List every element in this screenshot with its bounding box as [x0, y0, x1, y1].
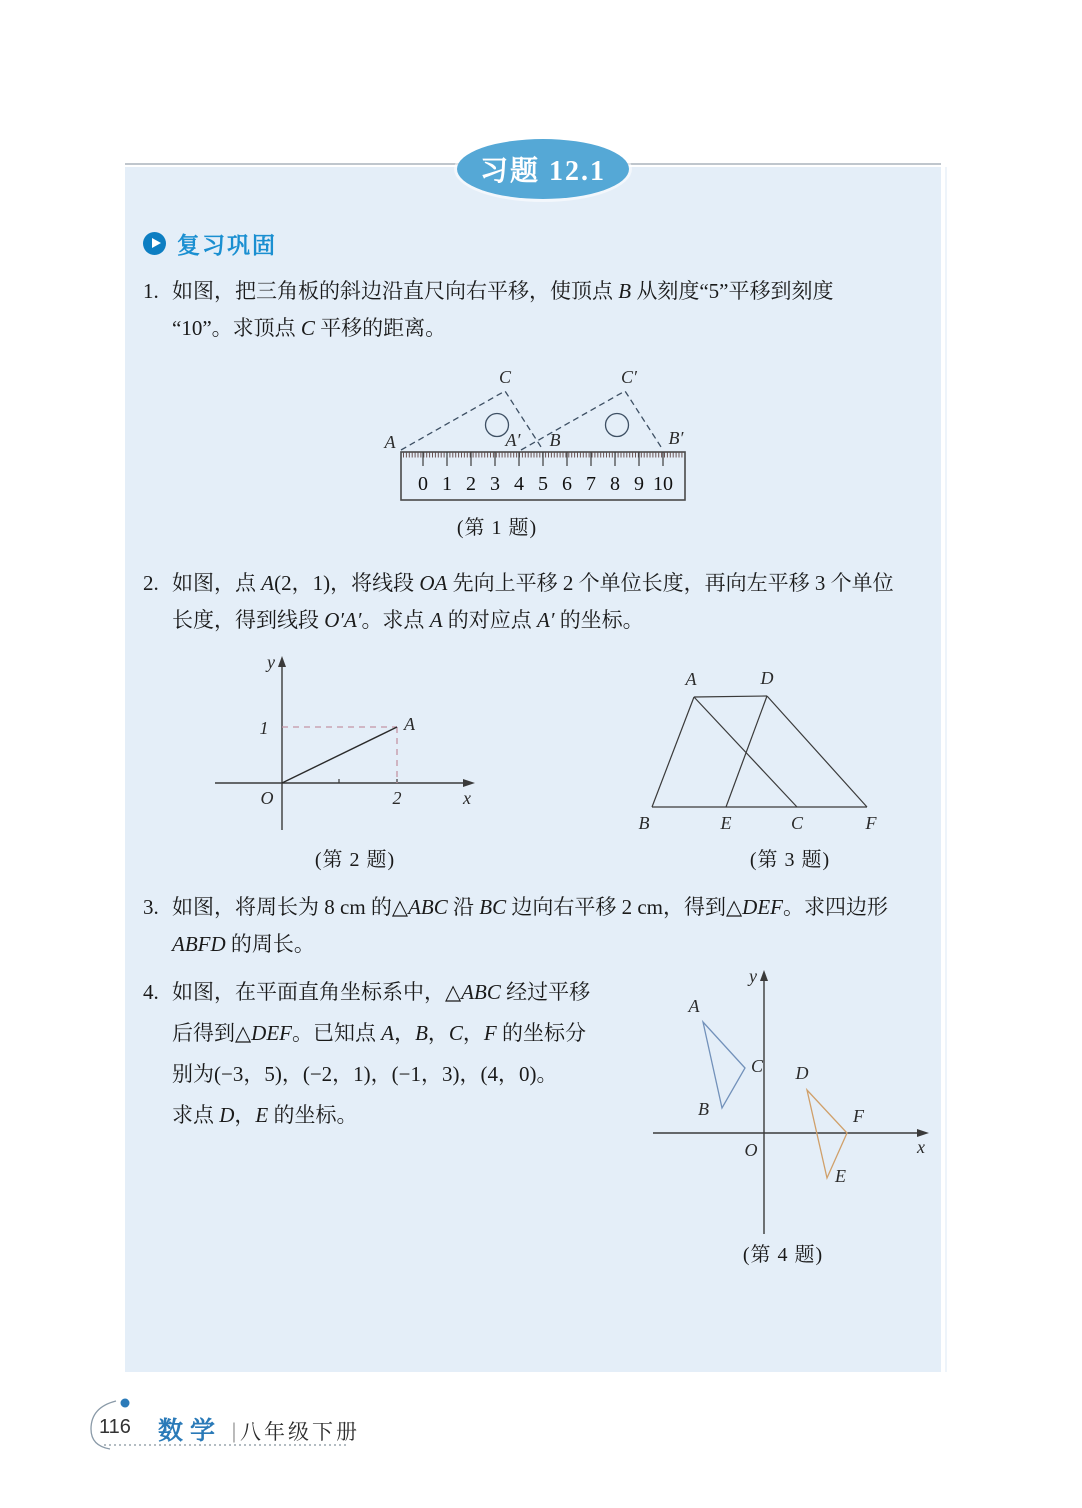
label-C: C [790, 813, 804, 833]
svg-text:2: 2 [466, 473, 476, 495]
label-B-prime: B′ [668, 428, 684, 448]
problem-4-line-3: 别为(−3，5)，(−2，1)，(−1，3)，(4，0)。 [172, 1062, 558, 1086]
label-x-axis: x [463, 788, 471, 808]
label-E: E [720, 813, 732, 833]
triangle-DEF [807, 1090, 847, 1178]
label-A: A [384, 432, 396, 452]
label-E: E [835, 1166, 846, 1186]
y-axis-arrow [278, 656, 286, 667]
footer-dot [121, 1399, 130, 1408]
label-C-prime: C′ [621, 368, 637, 387]
set-square-original [401, 391, 543, 450]
svg-text:8: 8 [610, 473, 620, 495]
svg-text:4: 4 [514, 473, 524, 495]
figure-problem-2 [205, 652, 505, 852]
problem-1-line-1: 如图，把三角板的斜边沿直尺向右平移，使顶点 B 从刻度“5”平移到刻度 [172, 279, 834, 303]
svg-text:5: 5 [538, 473, 548, 495]
svg-text:9: 9 [634, 473, 644, 495]
label-C: C [498, 368, 512, 387]
svg-text:3: 3 [490, 473, 500, 495]
figure-3-caption: (第 3 题) [749, 849, 831, 871]
problem-4-line-1: 如图，在平面直角坐标系中，△ABC 经过平移 [172, 980, 591, 1004]
svg-text:6: 6 [562, 473, 572, 495]
footer-edition: 八年级下册 [240, 1420, 360, 1444]
play-circle-icon [143, 232, 166, 255]
exercise-title: 习题 12.1 [479, 156, 606, 187]
y-axis-arrow [760, 970, 768, 981]
figure-1-caption: (第 1 题) [456, 517, 538, 539]
problem-4 [143, 972, 590, 1136]
label-D: D [760, 668, 774, 688]
x-axis-arrow [463, 779, 475, 787]
problem-2-line-2: 长度，得到线段 O′A′。求点 A 的对应点 A′ 的坐标。 [172, 608, 644, 632]
problem-3-line-2: ABFD 的周长。 [172, 932, 315, 956]
problem-3-number: 3. [143, 895, 159, 919]
problem-4-line-2: 后得到△DEF。已知点 A，B，C，F 的坐标分 [172, 1021, 586, 1045]
problem-3 [143, 889, 888, 963]
segment-OA [282, 727, 397, 783]
footer-divider: ｜ [224, 1423, 244, 1445]
problem-3-line-1: 如图，将周长为 8 cm 的△ABC 沿 BC 边向右平移 2 cm，得到△DEF。求四边形 [172, 895, 888, 919]
label-B: B [698, 1099, 709, 1119]
section-header [143, 227, 277, 260]
label-point-A: A [404, 714, 415, 734]
problem-4-line-4: 求点 D，E 的坐标。 [172, 1103, 358, 1127]
problem-1 [143, 273, 833, 347]
label-tick-1: 1 [259, 718, 269, 738]
label-C: C [751, 1056, 764, 1076]
figure-2-caption: (第 2 题) [314, 849, 396, 871]
section-header-label: 复习巩固 [177, 233, 277, 258]
label-x-axis: x [917, 1137, 925, 1157]
label-F: F [865, 813, 877, 833]
ruler-numbers [418, 473, 673, 495]
triangle-edges [652, 696, 867, 807]
figure-4-caption: (第 4 题) [742, 1244, 824, 1266]
label-origin: O [260, 788, 274, 808]
problem-1-number: 1. [143, 279, 159, 303]
problem-2-number: 2. [143, 571, 159, 595]
label-D: D [795, 1063, 809, 1083]
label-tick-2: 2 [392, 788, 402, 808]
svg-text:10: 10 [653, 473, 673, 495]
label-y-axis: y [749, 966, 757, 986]
exercise-title-badge [457, 139, 629, 199]
x-axis-arrow [917, 1129, 929, 1137]
problem-2-line-1: 如图，点 A(2，1)，将线段 OA 先向上平移 2 个单位长度，再向左平移 3 个单位 [172, 571, 894, 595]
footer-page-number: 116 [99, 1416, 131, 1438]
figure-problem-3 [630, 665, 900, 840]
label-A: A [688, 996, 700, 1016]
svg-text:0: 0 [418, 473, 428, 495]
problem-2 [143, 565, 894, 639]
footer-subject: 数学 [158, 1418, 223, 1445]
label-B: B [638, 813, 650, 833]
set-square-translated [521, 391, 663, 450]
svg-text:1: 1 [442, 473, 452, 495]
label-origin: O [744, 1140, 758, 1160]
problem-1-line-2: “10”。求顶点 C 平移的距离。 [172, 316, 447, 340]
figure-problem-4 [645, 962, 940, 1242]
label-B: B [549, 430, 561, 450]
label-y-axis: y [267, 652, 275, 672]
label-F: F [853, 1106, 864, 1126]
triangle-ABC [703, 1022, 745, 1108]
problem-4-number: 4. [143, 980, 159, 1004]
label-A-prime: A′ [505, 430, 521, 450]
page-edge-line [945, 167, 947, 1372]
label-A: A [685, 669, 697, 689]
figure-problem-1 [380, 368, 692, 506]
svg-text:7: 7 [586, 473, 596, 495]
